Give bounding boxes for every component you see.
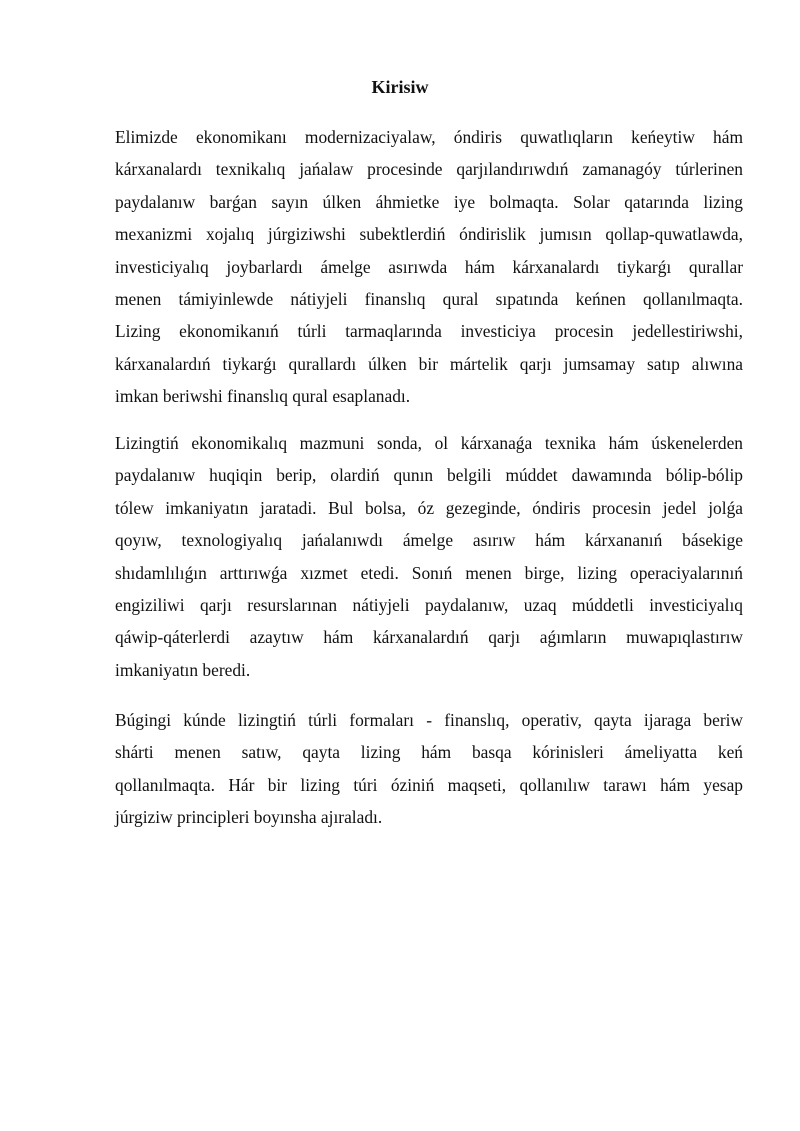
paragraph-line: shıdamlılıǵın arttırıwǵa xızmet etedi. Sonıń menen birge, lizing operaciyalarınıń: [115, 562, 743, 583]
paragraph-line: shárti menen satıw, qayta lizing hám basqa kórinisleri ámeliyatta keń: [115, 742, 743, 763]
paragraph-line: kárxanalardı texnikalıq jańalaw procesinde qarjılandırıwdıń zamanagóy túrlerinen: [115, 159, 743, 180]
paragraph-line: tólew imkaniyatın jaratadi. Bul bolsa, óz gezeginde, óndiris procesin jedel jolǵa: [115, 497, 743, 518]
page-title: Kirisiw: [371, 77, 429, 97]
paragraph-line: mexanizmi xojalıq júrgiziwshi subektlerdiń óndirislik jumısın qollap-quwatlawda,: [115, 224, 743, 245]
paragraph-line: júrgiziw principleri boyınsha ajıraladı.: [115, 807, 383, 828]
paragraph-line: menen támiyinlewde nátiyjeli finanslıq qural sıpatında keńnen qollanılmaqta.: [115, 289, 743, 310]
paragraph-line: paydalanıw barǵan sayın úlken áhmietke iye bolmaqta. Solar qatarında lizing: [115, 191, 743, 212]
paragraph-line: qoyıw, texnologiyalıq jańalanıwdı ámelge asırıw hám kárxananıń básekige: [115, 530, 743, 551]
paragraph-line: Elimizde ekonomikanı modernizaciyalaw, óndiris quwatlıqların keńeytiw hám: [115, 127, 743, 147]
paragraph-line: engiziliwi qarjı resurslarınan nátiyjeli paydalanıw, uzaq múddetli investiciyalıq: [115, 595, 743, 616]
paragraph-line: paydalanıw huqiqin berip, olardiń qunın belgili múddet dawamında bólip-bólip: [115, 465, 743, 486]
paragraph-line: kárxanalardıń tiykarǵı qurallardı úlken bir mártelik qarjı jumsamay satıp alıwına: [115, 353, 743, 374]
paragraph-line: Lizing ekonomikanıń túrli tarmaqlarında investiciya procesin jedellestiriwshi,: [115, 321, 743, 342]
paragraph-line: Búgingi kúnde lizingtiń túrli formaları - finanslıq, operativ, qayta ijaraga beriw: [115, 710, 743, 730]
paragraph-line: investiciyalıq joybarlardı ámelge asırıwda hám kárxanalardı tiykarǵı qurallar: [115, 256, 743, 277]
paragraph-line: imkaniyatın beredi.: [115, 659, 251, 680]
paragraph-introduction: [115, 121, 743, 413]
paragraph-line: imkan beriwshi finanslıq qural esaplanadı.: [115, 386, 411, 407]
paragraph-economic-content: [115, 427, 743, 686]
paragraph-line: qáwip-qáterlerdi azaytıw hám kárxanalardıń qarjı aǵımların muwapıqlastırıw: [115, 627, 743, 648]
paragraph-line: Lizingtiń ekonomikalıq mazmuni sonda, ol kárxanaǵa texnika hám úskenelerden: [115, 433, 743, 453]
paragraph-leasing-forms: [115, 704, 743, 834]
paragraph-line: qollanılmaqta. Hár bir lizing túri óziniń maqseti, qollanılıw tarawı hám yesap: [115, 774, 743, 795]
